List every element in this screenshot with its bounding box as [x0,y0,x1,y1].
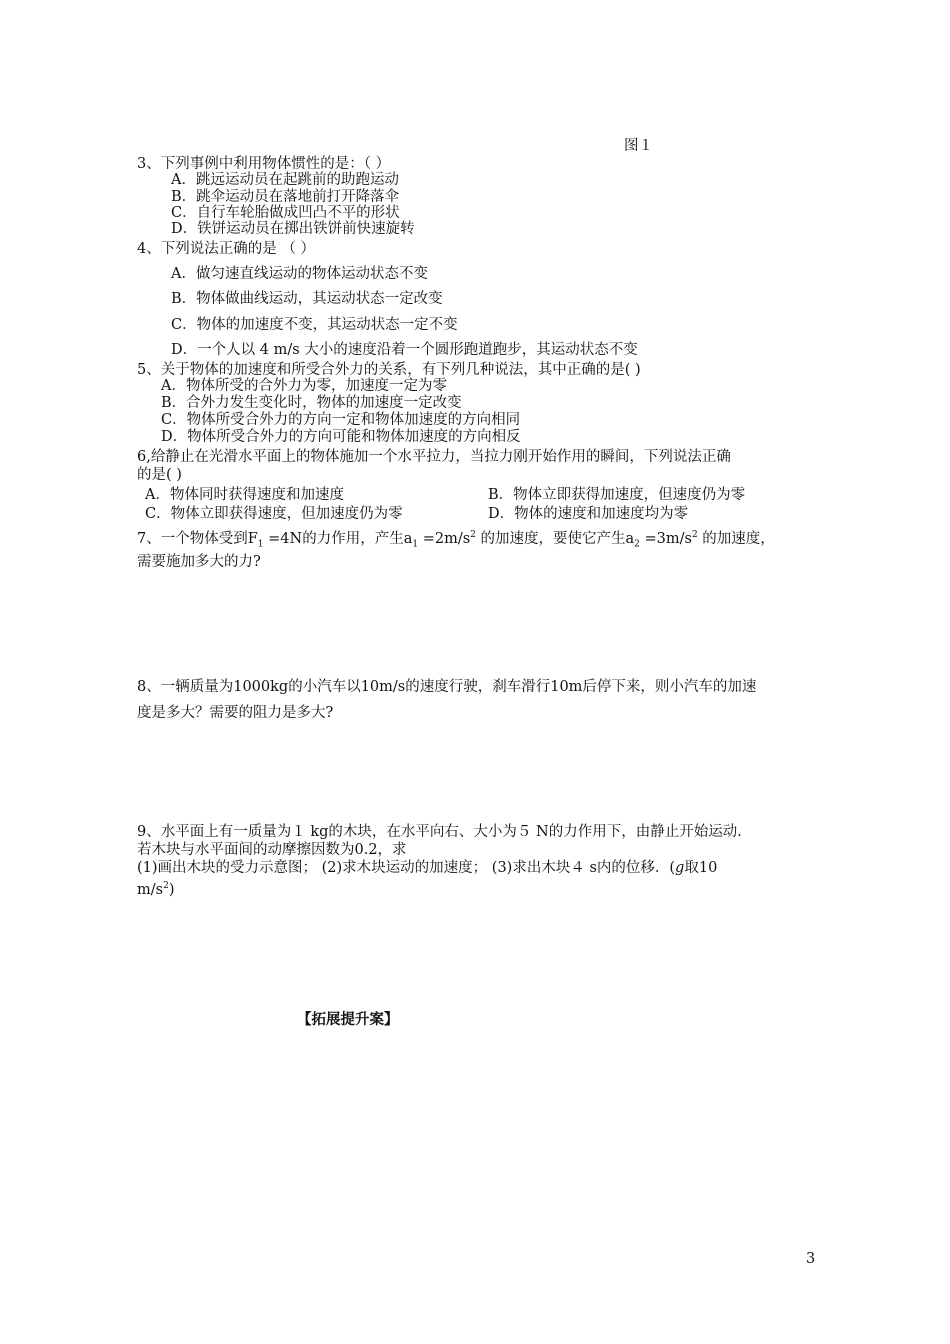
q3-option-a: A．跳远运动员在起跳前的助跑运动 [171,172,399,188]
q9-line2: 若木块与水平面间的动摩擦因数为0.2，求 [137,842,407,858]
q5-stem: 5、关于物体的加速度和所受合外力的关系，有下列几种说法，其中正确的是( ) [137,362,641,378]
q6-option-a: A．物体同时获得速度和加速度 [145,487,344,503]
q3-option-c: C．自行车轮胎做成凹凸不平的形状 [171,205,400,221]
q8-line2: 度是多大？需要的阻力是多大? [137,705,334,721]
q4-option-d: D．一个人以 4 m/s 大小的速度沿着一个圆形跑道跑步，其运动状态不变 [171,342,638,358]
q6-option-c: C．物体立即获得速度，但加速度仍为零 [145,506,403,522]
q9-line4: $m/s^2$) [137,881,175,898]
q6-stem-line1: 6,给静止在光滑水平面上的物体施加一个水平拉力，当拉力刚开始作用的瞬间，下列说法正确 [137,449,731,465]
q7-line1: 7、一个物体受到$F_1 =4N$的力作用，产生$a_1 =2m/s^2$ 的加速度，要使它产生$a_2 =3m/s^2$ 的加速度， [137,530,775,550]
q4-option-a: A．做匀速直线运动的物体运动状态不变 [171,266,428,282]
page-number: 3 [806,1251,816,1267]
q7-line2: 需要施加多大的力? [137,554,261,570]
q3-option-b: B．跳伞运动员在落地前打开降落伞 [171,189,400,205]
q3-option-d: D．铁饼运动员在掷出铁饼前快速旋转 [171,221,415,237]
q5-option-a: A．物体所受的合外力为零，加速度一定为零 [161,378,447,394]
q4-option-c: C．物体的加速度不变，其运动状态一定不变 [171,317,458,333]
q4-stem: 4、下列说法正确的是 （ ） [137,241,315,257]
q5-option-b: B．合外力发生变化时，物体的加速度一定改变 [161,395,462,411]
figure-label: 图１ [624,138,653,154]
q6-option-b: B．物体立即获得加速度，但速度仍为零 [488,487,746,503]
q9-line1: 9、水平面上有一质量为１ kg的木块，在水平向右、大小为５ N的力作用下，由静止开始运动． [137,824,752,840]
q5-option-c: C．物体所受合外力的方向一定和物体加速度的方向相同 [161,412,521,428]
q4-option-b: B．物体做曲线运动，其运动状态一定改变 [171,291,443,307]
q6-option-d: D．物体的速度和加速度均为零 [488,506,689,522]
q3-stem: 3、下列事例中利用物体惯性的是：（ ） [137,156,391,172]
q6-stem-line2: 的是( ) [137,467,182,483]
section-title: 【拓展提升案】 [297,1012,399,1028]
q5-option-d: D．物体所受合外力的方向可能和物体加速度的方向相反 [161,429,521,445]
q8-line1: 8、一辆质量为1000kg的小汽车以10m/s的速度行驶，刹车滑行10m后停下来，则小汽车的加速 [137,679,757,695]
q9-line3: (1)画出木块的受力示意图； (2)求木块运动的加速度； (3)求出木块４ s内的位移．(g取10 [137,860,718,876]
